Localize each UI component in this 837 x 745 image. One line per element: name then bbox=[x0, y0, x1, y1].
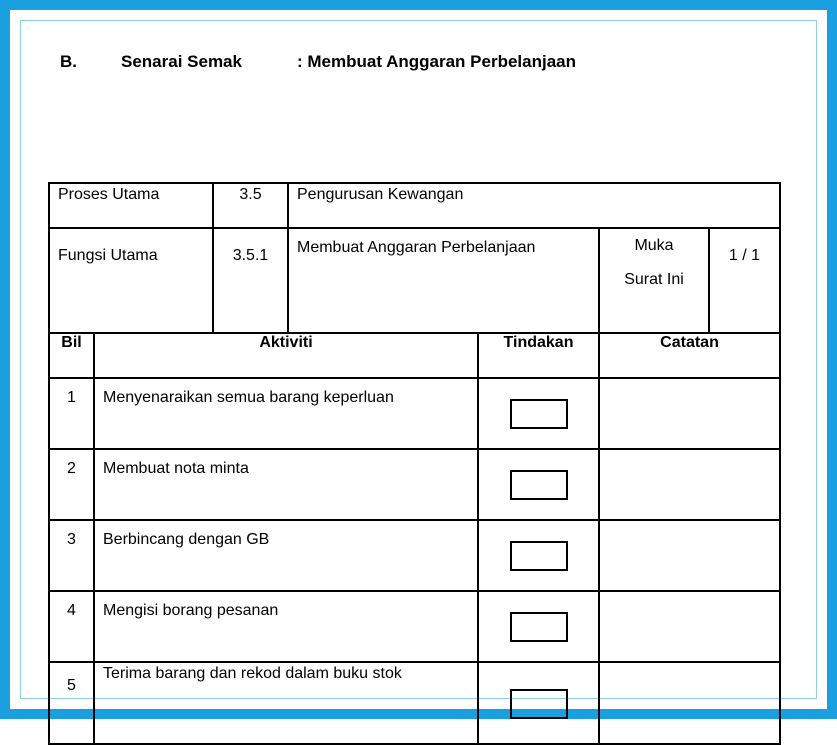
row-catatan[interactable] bbox=[599, 520, 780, 591]
column-header-row bbox=[49, 333, 780, 378]
row-aktiviti: Mengisi borang pesanan bbox=[94, 591, 478, 662]
row-bil: 2 bbox=[49, 449, 94, 520]
fungsi-label: Fungsi Utama bbox=[49, 228, 213, 333]
row-tindakan bbox=[478, 520, 599, 591]
row-bil: 4 bbox=[49, 591, 94, 662]
proses-code: 3.5 bbox=[213, 183, 288, 228]
muka-label bbox=[599, 228, 709, 333]
tindakan-checkbox[interactable] bbox=[510, 541, 568, 571]
row-tindakan bbox=[478, 662, 599, 744]
row-tindakan bbox=[478, 449, 599, 520]
table-row bbox=[49, 591, 780, 662]
section-title: Senarai Semak bbox=[121, 52, 242, 71]
table-row bbox=[49, 662, 780, 744]
col-catatan: Catatan bbox=[599, 333, 780, 378]
section-subtitle: : Membuat Anggaran Perbelanjaan bbox=[297, 52, 576, 71]
row-catatan[interactable] bbox=[599, 378, 780, 449]
row-aktiviti: Membuat nota minta bbox=[94, 449, 478, 520]
muka-label-line2: Surat Ini bbox=[624, 271, 684, 288]
row-tindakan bbox=[478, 591, 599, 662]
table-row bbox=[49, 449, 780, 520]
fungsi-row bbox=[49, 228, 780, 333]
row-aktiviti: Menyenaraikan semua barang keperluan bbox=[94, 378, 478, 449]
tindakan-checkbox[interactable] bbox=[510, 689, 568, 719]
table-row bbox=[49, 378, 780, 449]
row-catatan[interactable] bbox=[599, 449, 780, 520]
tindakan-checkbox[interactable] bbox=[510, 399, 568, 429]
tindakan-checkbox[interactable] bbox=[510, 612, 568, 642]
row-bil: 3 bbox=[49, 520, 94, 591]
row-aktiviti: Berbincang dengan GB bbox=[94, 520, 478, 591]
row-catatan[interactable] bbox=[599, 662, 780, 744]
section-letter: B. bbox=[60, 52, 77, 71]
fungsi-value: Membuat Anggaran Perbelanjaan bbox=[288, 228, 599, 333]
proses-label: Proses Utama bbox=[49, 183, 213, 228]
muka-value: 1 / 1 bbox=[709, 228, 780, 333]
fungsi-code: 3.5.1 bbox=[213, 228, 288, 333]
table-row bbox=[49, 520, 780, 591]
col-bil: Bil bbox=[49, 333, 94, 378]
row-catatan[interactable] bbox=[599, 591, 780, 662]
col-tindakan: Tindakan bbox=[478, 333, 599, 378]
proses-value: Pengurusan Kewangan bbox=[288, 183, 780, 228]
row-tindakan bbox=[478, 378, 599, 449]
row-aktiviti bbox=[94, 662, 478, 744]
proses-row bbox=[49, 183, 780, 228]
muka-label-line1: Muka bbox=[634, 237, 674, 254]
col-aktiviti: Aktiviti bbox=[94, 333, 478, 378]
row-bil: 5 bbox=[49, 662, 94, 744]
tindakan-checkbox[interactable] bbox=[510, 470, 568, 500]
row-aktiviti-text: Terima barang dan rekod dalam buku stok bbox=[103, 665, 402, 682]
checklist-table bbox=[48, 182, 781, 745]
row-bil: 1 bbox=[49, 378, 94, 449]
